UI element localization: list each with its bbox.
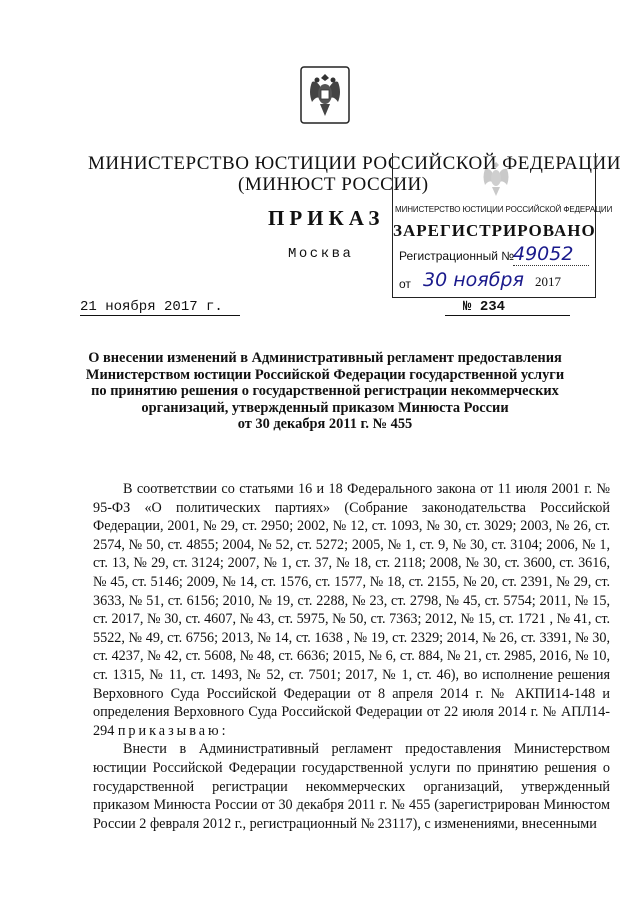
document-type: ПРИКАЗ [268, 206, 385, 230]
order-number [445, 299, 570, 316]
body-paragraph [93, 480, 610, 740]
stamp-registration-number: 49052 [513, 243, 589, 266]
heading-line: по принятию решения о государственной регистрации некоммерческих [91, 383, 559, 400]
order-body [93, 480, 610, 833]
ministry-short-name: (МИНЮСТ РОССИИ) [238, 174, 429, 195]
city: Москва [288, 246, 354, 262]
registration-stamp [392, 153, 613, 298]
paragraph-text: В соответствии со статьями 16 и 18 Федерального закона от 11 июля 2001 г. № 95-ФЗ «О политических партиях» (Собрание законодательства Российской Федерации, 2001, № 29, ст. 2950; 2002, № 12, ст. 1093, № 30, ст. 3029; 2003, № 26, ст. 2574, № 50, ст. 4855; 2004, № 52, ст. 5272; 2005, № 1, ст. 9, № 30, ст. 3104; 2006, № 1, ст. 13, № 29, ст. 3124; 2007, № 1, ст. 37, № 18, ст. 2118; 2008, № 30, ст. 3600, ст. 3616, № 45, ст. 5146; 2009, № 14, ст. 1576, ст. 1577, № 18, ст. 2155, № 20, ст. 2391, № 29, ст. 3633, № 51, ст. 6156; 2010, № 19, ст. 2288, № 23, ст. 2798, № 45, ст. 5754; 2011, № 15, ст. 2017, № 30, ст. 4607, № 43, ст. 5975, № 50, ст. 7363; 2012, № 15, ст. 1721 , № 41, ст. 5522, № 49, ст. 6756; 2013, № 14, ст. 1638 , № 19, ст. 2329; 2014, № 26, ст. 3391, № 30, ст. 4237, № 42, ст. 5608, № 48, ст. 6636; 2015, № 6, ст. 884, № 21, ст. 2985, 2016, № 10, ст. 1315, № 11, ст. 1493, № 52, ст. 7501; 2017, № 1, ст. 46), во исполнение решения Верховного Суда Российской Федерации от 8 апреля 2014 г. № АКПИ14-148 и определения Верховного Суда Российской Федерации от 22 июля 2014 г. № АПЛ14-294 [93, 481, 610, 739]
stamp-date-handwritten: 30 ноября [423, 269, 524, 291]
stamp-registration-date [423, 269, 593, 291]
heading-line: О внесении изменений в Административный регламент предоставления [88, 350, 562, 366]
stamp-registration-year: 2017 [535, 274, 561, 289]
number-value: 234 [479, 299, 506, 315]
order-heading [70, 350, 580, 433]
stamp-from-label: от [399, 277, 411, 291]
stamp-registration-label: Регистрационный № [399, 249, 515, 263]
number-sign: № [463, 299, 472, 315]
body-paragraph: Внести в Административный регламент предоставления Министерством юстиции Российской Федерации государственной услуги по принятию решения о государственной регистрации некоммерческих организаций, утвержденный приказом Минюста России от 30 декабря 2011 г. № 455 (зарегистрирован Минюстом России 2 февраля 2012 г., регистрационный № 23117), с изменениями, внесенными [93, 741, 610, 832]
stamp-emblem-icon [479, 159, 513, 199]
heading-line: Министерством юстиции Российской Федерации государственной услуги [85, 366, 565, 383]
order-command: приказываю: [117, 722, 229, 739]
stamp-title: ЗАРЕГИСТРИРОВАНО [393, 221, 596, 240]
heading-line: от 30 декабря 2011 г. № 455 [237, 416, 413, 433]
stamp-organization: МИНИСТЕРСТВО ЮСТИЦИИ РОССИЙСКОЙ ФЕДЕРАЦИИ [395, 205, 613, 214]
heading-line: организаций, утвержденный приказом Минюста России [141, 399, 509, 416]
order-date: 21 ноября 2017 г. [80, 299, 240, 316]
state-emblem-icon [300, 66, 350, 124]
ministry-name: МИНИСТЕРСТВО ЮСТИЦИИ РОССИЙСКОЙ ФЕДЕРАЦИИ [88, 153, 621, 174]
